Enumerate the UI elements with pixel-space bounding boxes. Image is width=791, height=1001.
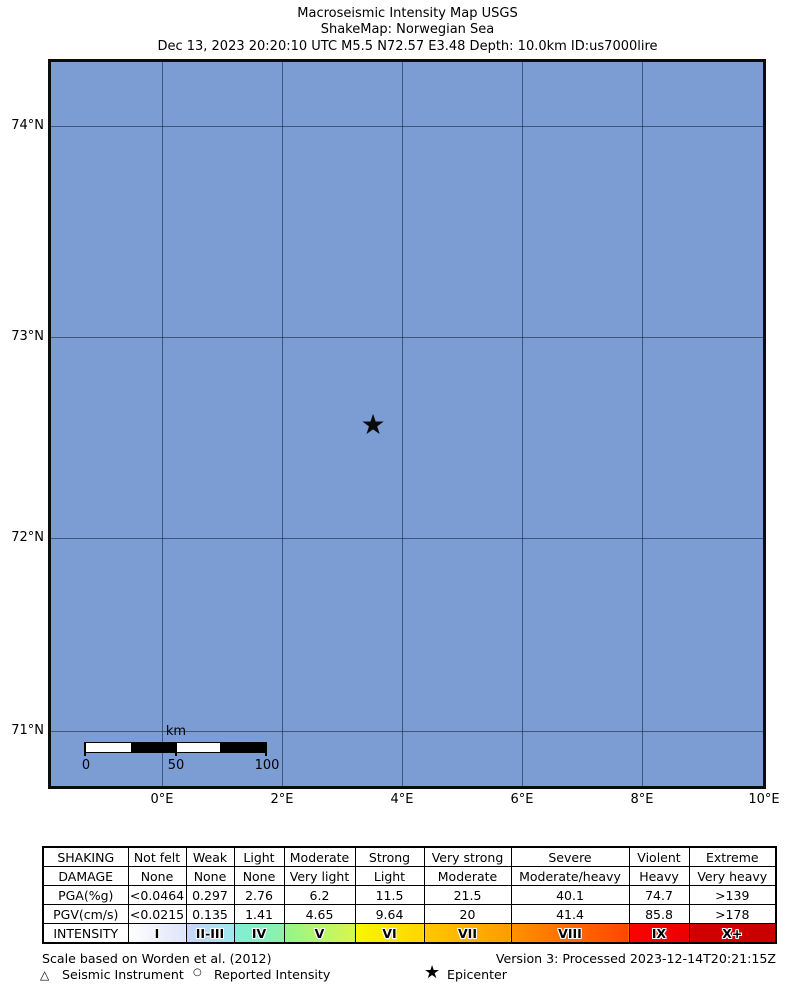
row-header: INTENSITY <box>43 924 128 944</box>
lon-label: 6°E <box>510 792 534 807</box>
intensity-cell: VI <box>355 924 424 944</box>
epicenter-label: Epicenter <box>447 967 507 982</box>
lon-label: 10°E <box>748 792 780 807</box>
scale-bar-segment <box>131 743 176 752</box>
table-cell: 4.65 <box>284 905 355 924</box>
table-cell: Very light <box>284 867 355 886</box>
scale-bar-label: 0 <box>81 758 91 773</box>
title-line-3: Dec 13, 2023 20:20:10 UTC M5.5 N72.57 E3.48 Depth: 10.0km ID:us7000lire <box>157 38 658 54</box>
scale-bar-segment <box>220 743 265 752</box>
table-cell: 74.7 <box>629 886 689 905</box>
scale-note: Scale based on Worden et al. (2012) <box>42 951 272 966</box>
intensity-cell: V <box>284 924 355 944</box>
version-note: Version 3: Processed 2023-12-14T20:21:15Z <box>495 951 776 966</box>
scale-bar-label: 50 <box>167 758 185 773</box>
reported-intensity-label: Reported Intensity <box>214 967 331 982</box>
scale-bar-tick <box>265 742 267 756</box>
table-row-intensity <box>43 924 776 944</box>
table-cell: Severe <box>511 847 629 867</box>
scale-bar-tick <box>84 742 86 756</box>
lon-label: 0°E <box>150 792 174 807</box>
gridline-vertical <box>282 62 283 786</box>
table-cell: Strong <box>355 847 424 867</box>
map-title-block <box>50 6 765 55</box>
lon-label: 4°E <box>390 792 414 807</box>
table-cell: 0.297 <box>186 886 234 905</box>
row-header: DAMAGE <box>43 867 128 886</box>
epicenter-star-legend-icon: ★ <box>424 962 441 983</box>
gridline-horizontal <box>51 126 763 127</box>
table-cell: Moderate <box>424 867 511 886</box>
row-header: PGV(cm/s) <box>43 905 128 924</box>
table-cell: Light <box>234 847 284 867</box>
table-cell: Not felt <box>128 847 186 867</box>
table-cell: <0.0464 <box>129 887 185 903</box>
table-row-pga <box>43 886 776 905</box>
table-cell: Violent <box>629 847 689 867</box>
table-cell: >139 <box>689 886 776 905</box>
scale-bar-segment <box>176 743 221 752</box>
table-row-damage <box>43 867 776 886</box>
gridline-vertical <box>402 62 403 786</box>
table-cell: 11.5 <box>355 886 424 905</box>
title-line-2: ShakeMap: Norwegian Sea <box>320 22 495 38</box>
lon-label: 8°E <box>630 792 654 807</box>
intensity-cell: II-III <box>186 924 234 944</box>
table-cell: Heavy <box>629 867 689 886</box>
gridline-horizontal <box>51 337 763 338</box>
table-cell: >178 <box>689 905 776 924</box>
table-cell: Weak <box>186 847 234 867</box>
table-row-pgv <box>43 905 776 924</box>
intensity-cell: IX <box>629 924 689 944</box>
lat-label: 72°N <box>11 530 44 545</box>
scale-bar-segment <box>86 743 131 752</box>
table-cell: 9.64 <box>355 905 424 924</box>
table-cell: 6.2 <box>284 886 355 905</box>
epicenter-star-icon: ★ <box>360 408 386 441</box>
seismic-instrument-triangle-icon: △ <box>40 968 50 982</box>
scale-bar-label: 100 <box>254 758 280 773</box>
lat-label: 74°N <box>11 118 44 133</box>
scale-bar-tick <box>175 742 177 756</box>
scale-bar-unit-label: km <box>165 724 187 739</box>
intensity-cell: VII <box>424 924 511 944</box>
table-cell: 85.8 <box>629 905 689 924</box>
table-cell: None <box>186 867 234 886</box>
intensity-cell: I <box>128 924 186 944</box>
table-cell: 21.5 <box>424 886 511 905</box>
table-row-shaking <box>43 847 776 867</box>
table-cell: Moderate <box>284 847 355 867</box>
table-cell: 40.1 <box>511 886 629 905</box>
table-cell: Extreme <box>689 847 776 867</box>
lat-label: 71°N <box>11 723 44 738</box>
row-header: PGA(%g) <box>43 886 128 905</box>
intensity-cell: X+ <box>689 924 776 944</box>
gridline-horizontal <box>51 538 763 539</box>
title-line-1: Macroseismic Intensity Map USGS <box>297 6 518 21</box>
table-cell: Very heavy <box>689 867 776 886</box>
gridline-vertical <box>162 62 163 786</box>
table-cell: <0.0215 <box>129 906 185 922</box>
table-cell: 1.41 <box>234 905 284 924</box>
table-cell: Light <box>355 867 424 886</box>
table-cell: 0.135 <box>186 905 234 924</box>
table-cell: 2.76 <box>234 886 284 905</box>
table-cell: Very strong <box>424 847 511 867</box>
gridline-vertical <box>522 62 523 786</box>
table-cell: None <box>128 867 186 886</box>
lat-label: 73°N <box>11 329 44 344</box>
intensity-legend-table <box>42 846 777 944</box>
table-cell: Moderate/heavy <box>511 867 629 886</box>
intensity-cell: IV <box>234 924 284 944</box>
seismic-instrument-label: Seismic Instrument <box>62 967 184 982</box>
row-header: SHAKING <box>43 847 128 867</box>
table-cell: None <box>234 867 284 886</box>
reported-intensity-circle-icon: ○ <box>193 967 202 978</box>
intensity-cell: VIII <box>511 924 629 944</box>
lon-label: 2°E <box>270 792 294 807</box>
map-canvas <box>48 59 766 789</box>
table-cell: 41.4 <box>511 905 629 924</box>
gridline-vertical <box>642 62 643 786</box>
table-cell: 20 <box>424 905 511 924</box>
